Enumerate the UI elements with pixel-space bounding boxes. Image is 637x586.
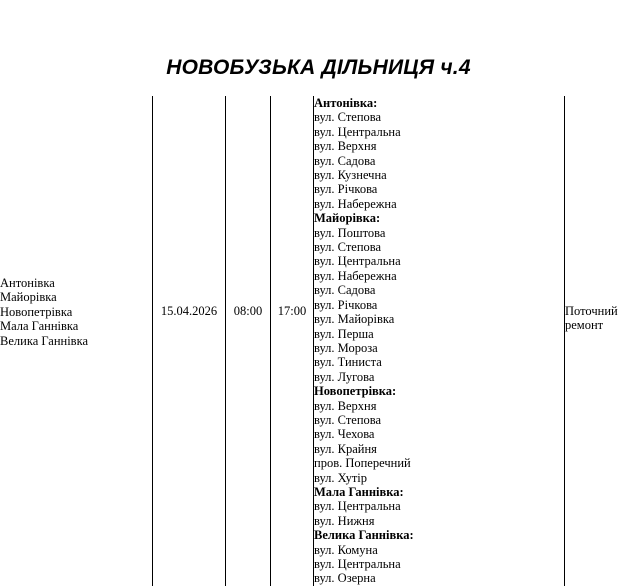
list-item: вул. Набережна — [314, 197, 564, 211]
list-item: вул. Степова — [314, 413, 564, 427]
page-title: НОВОБУЗЬКА ДІЛЬНИЦЯ ч.4 — [0, 0, 637, 79]
list-item: вул. Озерна — [314, 571, 564, 585]
street-group-heading: Мала Ганнівка: — [314, 485, 564, 499]
outage-time-from: 08:00 — [226, 96, 270, 318]
list-item: Майорівка — [0, 290, 152, 304]
list-item: вул. Садова — [314, 283, 564, 297]
list-item: вул. Садова — [314, 154, 564, 168]
status-text — [565, 96, 637, 333]
list-item: Велика Ганнівка — [0, 334, 152, 348]
settlement-list — [0, 96, 152, 348]
list-item: вул. Верхня — [314, 399, 564, 413]
list-item: вул. Лугова — [314, 370, 564, 384]
list-item: вул. Верхня — [314, 139, 564, 153]
list-item: Новопетрівка — [0, 305, 152, 319]
list-item: вул. Хутір — [314, 471, 564, 485]
list-item: вул. Кузнечна — [314, 168, 564, 182]
list-item: вул. Центральна — [314, 125, 564, 139]
cell-settlements — [0, 96, 153, 586]
list-item: вул. Центральна — [314, 557, 564, 571]
outage-table-wrapper — [0, 96, 637, 586]
list-item: вул. Майорівка — [314, 312, 564, 326]
list-item: Мала Ганнівка — [0, 319, 152, 333]
outage-date: 15.04.2026 — [153, 96, 225, 318]
cell-time-to — [271, 96, 314, 586]
cell-streets — [314, 96, 565, 586]
list-item: вул. Крайня — [314, 442, 564, 456]
list-item: вул. Набережна — [314, 269, 564, 283]
street-list — [314, 96, 564, 586]
list-item: пров. Поперечний — [314, 456, 564, 470]
list-item: вул. Річкова — [314, 298, 564, 312]
outage-time-to: 17:00 — [271, 96, 313, 318]
street-group-heading: Антонівка: — [314, 96, 564, 110]
list-item: вул. Комуна — [314, 543, 564, 557]
list-item: вул. Нижня — [314, 514, 564, 528]
list-item: вул. Степова — [314, 240, 564, 254]
status-line: ремонт — [565, 318, 637, 332]
list-item: вул. Центральна — [314, 254, 564, 268]
outage-table — [0, 96, 637, 586]
status-line: Поточний — [565, 304, 637, 318]
table-row — [0, 96, 637, 586]
list-item: вул. Чехова — [314, 427, 564, 441]
cell-status — [565, 96, 637, 586]
list-item: вул. Мороза — [314, 341, 564, 355]
list-item: вул. Поштова — [314, 226, 564, 240]
street-group-heading: Майорівка: — [314, 211, 564, 225]
list-item: Антонівка — [0, 276, 152, 290]
cell-time-from — [226, 96, 271, 586]
list-item: вул. Перша — [314, 327, 564, 341]
list-item: вул. Степова — [314, 110, 564, 124]
list-item: вул. Тиниста — [314, 355, 564, 369]
street-group-heading: Новопетрівка: — [314, 384, 564, 398]
list-item: вул. Річкова — [314, 182, 564, 196]
cell-date — [153, 96, 226, 586]
street-group-heading: Велика Ганнівка: — [314, 528, 564, 542]
list-item: вул. Центральна — [314, 499, 564, 513]
